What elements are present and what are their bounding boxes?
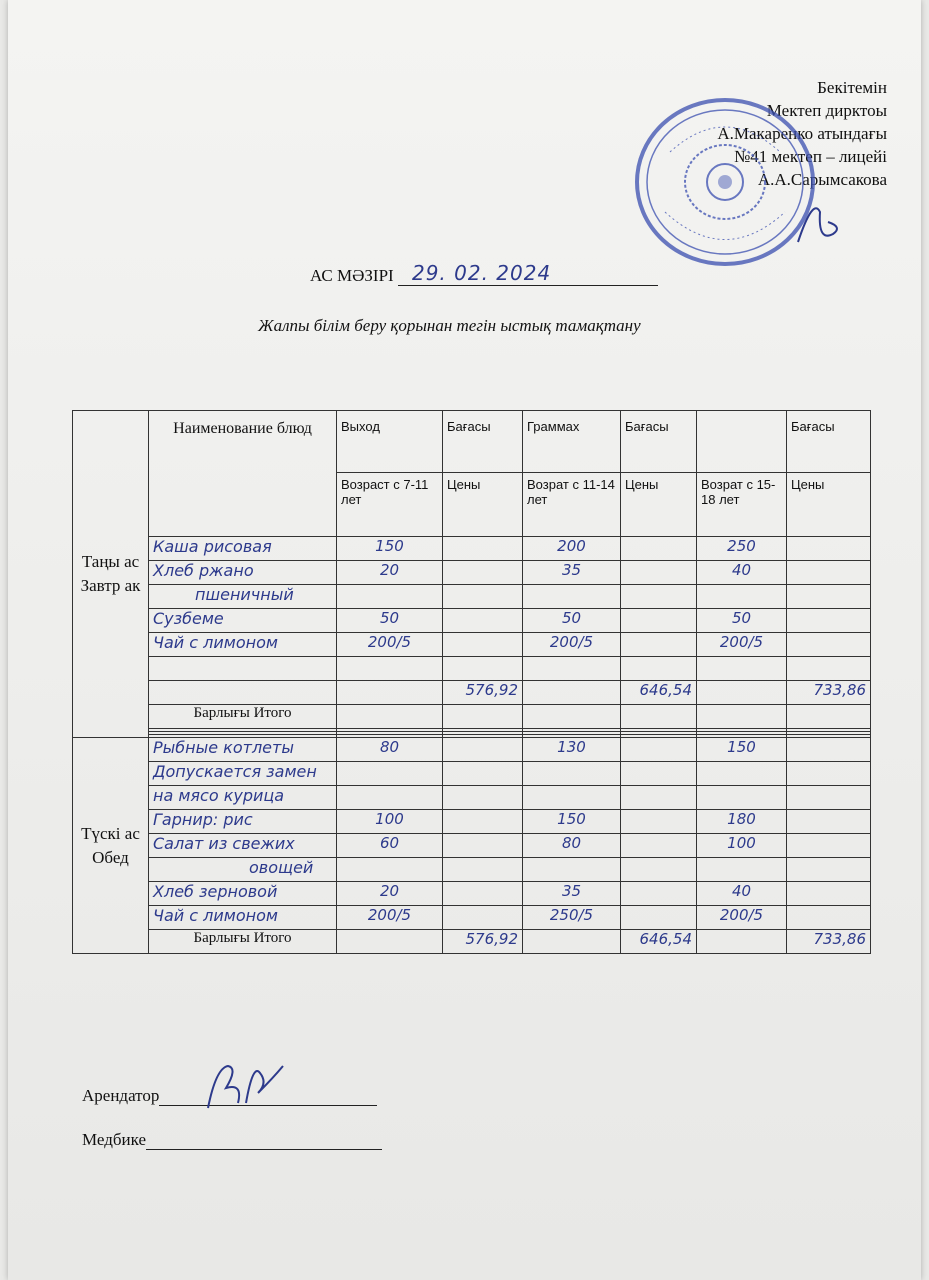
- grams-7-11: 50: [337, 609, 443, 633]
- header-col: Бағасы: [787, 411, 871, 473]
- header-sub: Цены: [621, 473, 697, 537]
- table-row: [73, 906, 871, 930]
- total-row: [73, 705, 871, 729]
- grams-11-14: 35: [523, 561, 621, 585]
- grams-7-11: 200/5: [337, 906, 443, 930]
- approval-line: Мектеп дирктоы: [766, 101, 887, 120]
- breakfast-label: Таңы ас Завтр ак: [73, 411, 149, 738]
- table-row: [73, 882, 871, 906]
- dish-name: Хлеб ржано: [149, 561, 337, 585]
- header-col: Бағасы: [621, 411, 697, 473]
- price-15-18: 733,86: [787, 681, 871, 705]
- table-row: [73, 738, 871, 762]
- document-page: [8, 0, 921, 1280]
- approval-line: А.Макаренко атындағы: [717, 124, 887, 143]
- grams-7-11: 20: [337, 882, 443, 906]
- table-row: [73, 786, 871, 810]
- price-row: [73, 681, 871, 705]
- grams-7-11: 80: [337, 738, 443, 762]
- grams-7-11: 100: [337, 810, 443, 834]
- table-row: [73, 810, 871, 834]
- grams-15-18: 40: [697, 561, 787, 585]
- dish-name: Хлеб зерновой: [149, 882, 337, 906]
- dish-name: Салат из свежих: [149, 834, 337, 858]
- grams-15-18: 200/5: [697, 906, 787, 930]
- header-sub: Возраст с 7-11 лет: [337, 473, 443, 537]
- grams-7-11: [337, 585, 443, 609]
- grams-15-18: 250: [697, 537, 787, 561]
- page-subtitle: Жалпы білім беру қорынан тегін ыстық тамақтану: [258, 316, 641, 335]
- nurse-signature-line: [82, 1130, 382, 1150]
- dish-name: Чай с лимоном: [149, 633, 337, 657]
- header-sub: Возрат с 15-18 лет: [697, 473, 787, 537]
- header-sub: Цены: [443, 473, 523, 537]
- tenant-label: Арендатор: [82, 1086, 160, 1105]
- table-row: [73, 537, 871, 561]
- total-label: Барлығы Итого: [149, 705, 337, 729]
- grams-15-18: 200/5: [697, 633, 787, 657]
- table-row: [73, 858, 871, 882]
- grams-15-18: 100: [697, 834, 787, 858]
- header-col: Граммах: [523, 411, 621, 473]
- grams-11-14: 200: [523, 537, 621, 561]
- price-11-14: 646,54: [621, 681, 697, 705]
- table-row: [73, 609, 871, 633]
- dish-name: Чай с лимоном: [149, 906, 337, 930]
- grams-11-14: [523, 585, 621, 609]
- grams-15-18: 180: [697, 810, 787, 834]
- menu-table: [72, 410, 871, 954]
- grams-15-18: 50: [697, 609, 787, 633]
- header-col: Выход: [337, 411, 443, 473]
- header-col: Бағасы: [443, 411, 523, 473]
- grams-11-14: 35: [523, 882, 621, 906]
- grams-11-14: 200/5: [523, 633, 621, 657]
- nurse-label: Медбике: [82, 1130, 146, 1149]
- title-label: АС МӘЗІРІ: [310, 266, 394, 285]
- grams-11-14: 130: [523, 738, 621, 762]
- table-row: [73, 762, 871, 786]
- dish-name: Гарнир: рис: [149, 810, 337, 834]
- signature-line: [146, 1133, 382, 1150]
- header-sub: Возрат с 11-14 лет: [523, 473, 621, 537]
- total-label: Барлығы Итого: [149, 930, 337, 954]
- price-15-18: 733,86: [787, 930, 871, 954]
- dish-name: овощей: [149, 858, 337, 882]
- grams-15-18: 40: [697, 882, 787, 906]
- header-dish-name: Наименование блюд: [149, 411, 337, 537]
- dish-name: Сузбеме: [149, 609, 337, 633]
- table-row: [73, 585, 871, 609]
- table-row: [73, 834, 871, 858]
- grams-7-11: 150: [337, 537, 443, 561]
- grams-11-14: 50: [523, 609, 621, 633]
- table-row: [73, 633, 871, 657]
- header-col: [697, 411, 787, 473]
- grams-15-18: 150: [697, 738, 787, 762]
- approval-line: Бекітемін: [817, 78, 887, 97]
- dish-name: Допускается замен: [149, 762, 337, 786]
- price-7-11: 576,92: [443, 930, 523, 954]
- header-sub: Цены: [787, 473, 871, 537]
- date-line: [398, 261, 658, 286]
- dish-name: на мясо курица: [149, 786, 337, 810]
- dish-name: [149, 657, 337, 681]
- page-title: [310, 261, 658, 286]
- director-signature-icon: [788, 192, 848, 252]
- dish-name: пшеничный: [149, 585, 337, 609]
- menu-date: 29. 02. 2024: [411, 261, 552, 285]
- grams-7-11: 60: [337, 834, 443, 858]
- approval-block: [717, 76, 887, 191]
- grams-11-14: 250/5: [523, 906, 621, 930]
- lunch-label: Түскі ас Обед: [73, 738, 149, 954]
- dish-name: Каша рисовая: [149, 537, 337, 561]
- price-7-11: 576,92: [443, 681, 523, 705]
- grams-11-14: 80: [523, 834, 621, 858]
- grams-15-18: [697, 585, 787, 609]
- grams-7-11: 200/5: [337, 633, 443, 657]
- dish-name: Рыбные котлеты: [149, 738, 337, 762]
- table-row: [73, 561, 871, 585]
- grams-11-14: 150: [523, 810, 621, 834]
- approval-line: №41 мектеп – лицейі: [734, 147, 887, 166]
- price-11-14: 646,54: [621, 930, 697, 954]
- approval-line: А.А.Сарымсакова: [757, 170, 887, 189]
- table-row: [73, 657, 871, 681]
- tenant-signature-icon: [198, 1058, 288, 1113]
- total-row: [73, 930, 871, 954]
- grams-7-11: 20: [337, 561, 443, 585]
